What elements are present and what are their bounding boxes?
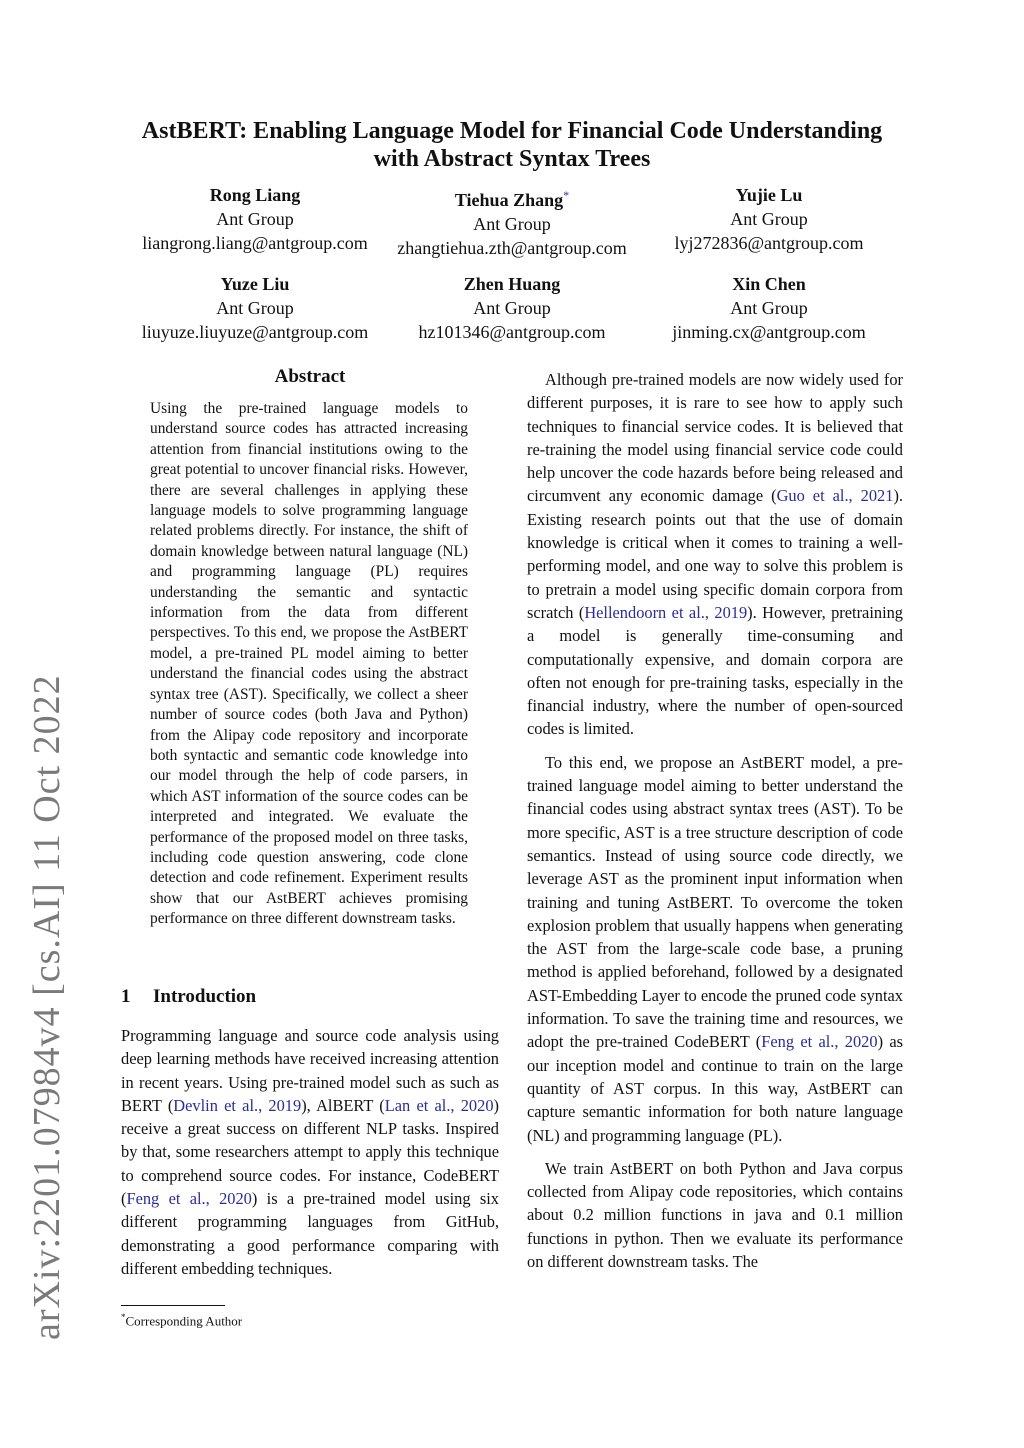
citation-link[interactable]: Feng et al., 2020 <box>761 1032 878 1052</box>
paper-title-line-1: AstBERT: Enabling Language Model for Financial Code Understanding <box>141 118 883 144</box>
author-name: Rong Liang <box>209 185 301 205</box>
abstract-heading: Abstract <box>274 366 346 387</box>
introduction-paragraph: Programming language and source code analysis using deep learning methods have received increasing attention in recent years. Using pre-trained model such as such as BERT (Devlin et al., 2019), AlBERT (Lan et al., 2020) receive a great success on different NLP tasks. Inspired by that, some researchers attempt to apply this technique to comprehend source codes. For instance, CodeBERT (Feng et al., 2020) is a pre-trained model using six different programming languages from GitHub, demonstrating a good performance comparing with different embedding techniques. <box>121 1026 499 1278</box>
footnote-text: Corresponding Author <box>125 1313 243 1329</box>
section-number: 1 <box>121 986 131 1007</box>
author-email: hz101346@antgroup.com <box>418 322 606 342</box>
author-affiliation: Ant Group <box>473 214 551 234</box>
citation-link[interactable]: Devlin et al., 2019 <box>173 1095 302 1115</box>
author-name: Zhen Huang <box>463 274 561 294</box>
author-block <box>105 272 405 344</box>
citation-link[interactable]: Hellendoorn et al., 2019 <box>584 602 748 622</box>
author-affiliation: Ant Group <box>730 209 808 229</box>
citation-link[interactable]: Lan et al., 2020 <box>384 1095 494 1115</box>
citation-link[interactable]: Feng et al., 2020 <box>126 1189 252 1209</box>
paper-title <box>100 117 924 173</box>
author-block <box>619 272 919 344</box>
author-email: liangrong.liang@antgroup.com <box>142 233 368 253</box>
footnote <box>121 1312 242 1329</box>
author-affiliation: Ant Group <box>730 298 808 318</box>
author-name: Tiehua Zhang* <box>454 188 570 210</box>
paper-title-line-2: with Abstract Syntax Trees <box>373 146 651 172</box>
author-email: liuyuze.liuyuze@antgroup.com <box>141 322 369 342</box>
author-block <box>362 183 662 260</box>
author-name: Yujie Lu <box>735 185 803 205</box>
author-affiliation: Ant Group <box>473 298 551 318</box>
citation-link[interactable]: Guo et al., 2021 <box>776 486 894 506</box>
right-column <box>527 368 903 1273</box>
body-paragraph: We train AstBERT on both Python and Java corpus collected from Alipay code repositories, which contains about 0.2 million functions in java and 0.1 million functions in python. Then we evaluate its performance on different downstream tasks. The <box>527 1158 903 1271</box>
footnote-mark: * <box>121 1312 126 1322</box>
author-name: Xin Chen <box>732 274 806 294</box>
body-paragraph: Although pre-trained models are now widely used for different purposes, it is rare to see how to apply such techniques to financial service codes. It is believed that re-training the model using financial service code could help uncover the code hazards before being released and circumvent any economic damage (Guo et al., 2021). Existing research points out that the use of domain knowledge is critical when it comes to training a well-performing model, and one way to solve this problem is to pretrain a model using specific domain corpora from scratch (Hellendoorn et al., 2019). However, pretraining a model is generally time-consuming and computationally expensive, and domain corpora are often not enough for pre-training tasks, especially in the financial industry, where the number of open-sourced codes is limited. <box>527 370 904 739</box>
author-block <box>105 183 405 255</box>
author-email: jinming.cx@antgroup.com <box>672 322 866 342</box>
abstract-text: Using the pre-trained language models to understand source codes has attracted increasing attention from financial institutions owing to the great potential to uncover financial risks. However, there are several challenges in applying these language models to solve programming language related problems directly. For instance, the shift of domain knowledge between natural language (NL) and programming language (PL) requires understanding the semantic and syntactic information from the data from different perspectives. To this end, we propose the AstBERT model, a pre-trained PL model aiming to better understand the financial codes using the abstract syntax tree (AST). Specifically, we collect a sheer number of source codes (both Java and Python) from the Alipay code repository and incorporate both syntactic and semantic code knowledge into our model through the help of code parsers, in which AST information of the source codes can be interpreted and integrated. We evaluate the performance of the proposed model on three tasks, including code question answering, code clone detection and code refinement. Experiment results show that our AstBERT achieves promising performance on three different downstream tasks. <box>150 400 468 928</box>
arxiv-identifier <box>24 140 70 1340</box>
body-paragraph: To this end, we propose an AstBERT model, a pre-trained language model aiming to better understand the financial codes using abstract syntax trees (AST). To be more specific, AST is a tree structure description of code semantics. Instead of using source code directly, we leverage AST as the prominent input information when training and tuning AstBERT. To overcome the token explosion problem that usually happens when generating the AST from the large-scale code base, a pruning method is applied beforehand, followed by a designated AST-Embedding Layer to encode the pruned code syntax information. To save the training time and resources, we adopt the pre-trained CodeBERT (Feng et al., 2020) as our inception model and continue to train on the large quantity of AST corpus. In this way, AstBERT can capture semantic information for both nature language (NL) and programming language (PL). <box>527 752 903 1145</box>
section-title: Introduction <box>153 986 257 1007</box>
author-affiliation: Ant Group <box>216 298 294 318</box>
section-heading-introduction <box>121 986 501 1008</box>
author-block <box>619 183 919 255</box>
author-block <box>362 272 662 344</box>
corresponding-author-mark: * <box>563 188 570 202</box>
author-name: Yuze Liu <box>220 274 290 294</box>
author-email: lyj272836@antgroup.com <box>674 233 864 253</box>
footnote-divider <box>121 1305 225 1306</box>
author-affiliation: Ant Group <box>216 209 294 229</box>
author-email: zhangtiehua.zth@antgroup.com <box>397 238 627 258</box>
arxiv-identifier-text: arXiv:2201.07984v4 [cs.AI] 11 Oct 2022 <box>26 674 68 1340</box>
